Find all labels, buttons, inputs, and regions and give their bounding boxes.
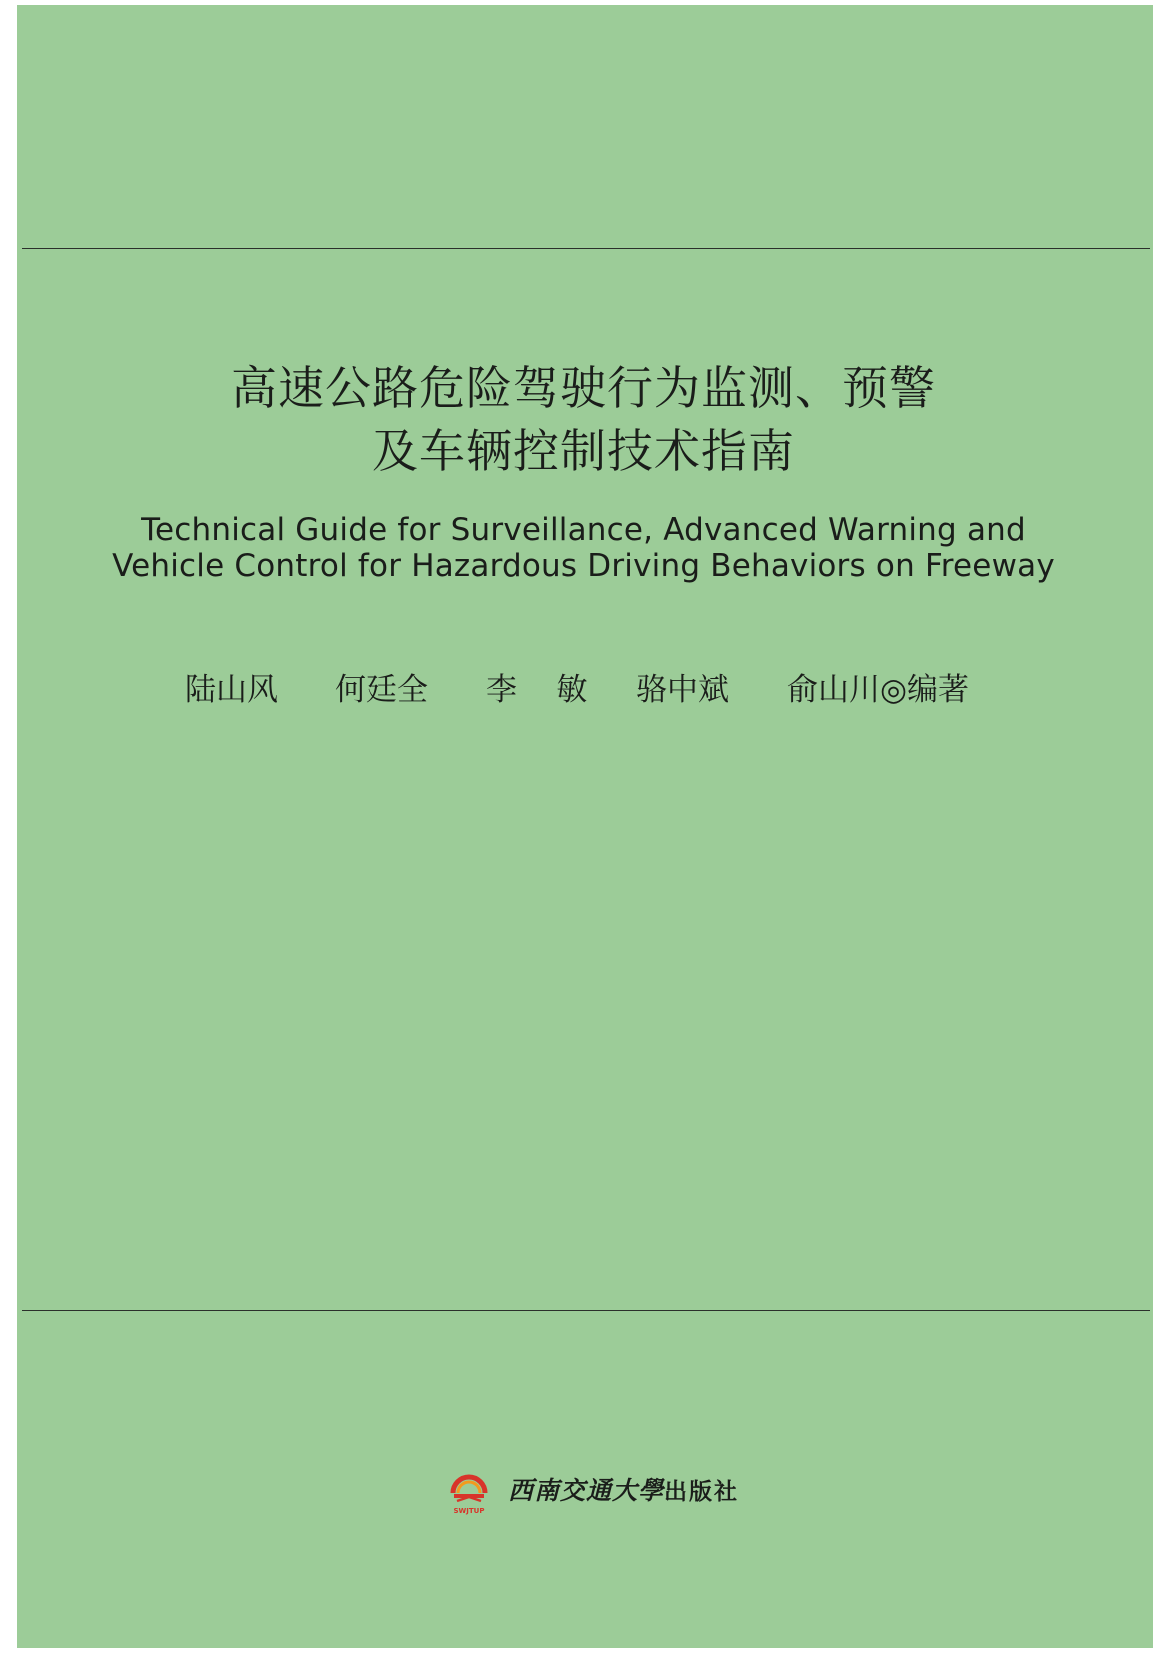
publisher-name-calligraphy: 西南交通大學 xyxy=(508,1476,665,1505)
publisher-logo-icon xyxy=(447,1471,491,1515)
book-cover xyxy=(17,5,1153,1648)
publisher-name-suffix: 出版社 xyxy=(664,1479,740,1505)
publisher-logo-text: SWJTUP xyxy=(453,1507,485,1515)
publisher-name xyxy=(508,1475,739,1508)
publisher-block xyxy=(0,1467,1167,1517)
chinese-title-line-2: 及车辆控制技术指南 xyxy=(372,424,795,478)
english-title-line-2: Vehicle Control for Hazardous Driving Behaviors on Freeway xyxy=(112,548,1055,584)
author-name: 陆山风 xyxy=(185,672,278,708)
top-divider xyxy=(22,248,1150,249)
author-name: 何廷全 xyxy=(335,672,428,708)
author-name: 李 敏 xyxy=(486,672,588,708)
author-name: 骆中斌 xyxy=(636,672,729,708)
bottom-divider xyxy=(22,1310,1150,1311)
author-list xyxy=(0,670,1167,710)
english-title-line-1: Technical Guide for Surveillance, Advanced Warning and xyxy=(141,512,1026,548)
chinese-title-line-1: 高速公路危险驾驶行为监测、预警 xyxy=(231,361,936,415)
author-name-with-role: 俞山川◎编著 xyxy=(787,672,970,708)
